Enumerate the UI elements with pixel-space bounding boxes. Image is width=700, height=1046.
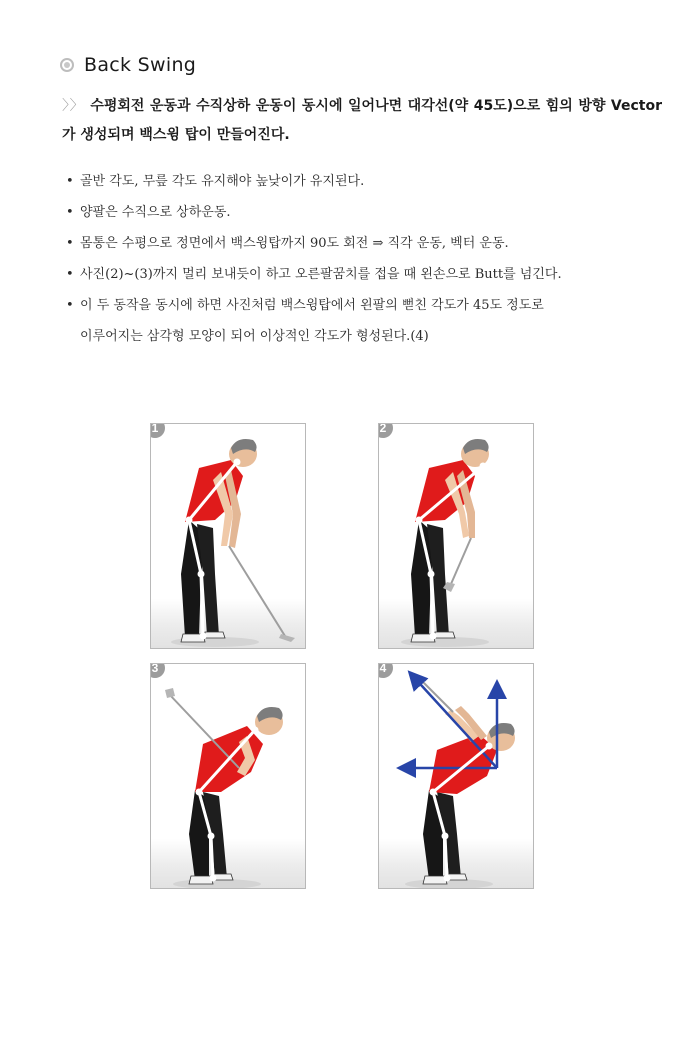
bullet-dot-icon: •	[66, 174, 74, 189]
photo-number-badge: 2	[378, 423, 393, 438]
key-points-list	[66, 166, 676, 352]
list-item: • 사진(2)~(3)까지 멀리 보내듯이 하고 오른팔꿈치를 접을 때 왼손으로 Butt를 넘긴다.	[66, 259, 676, 290]
section-title: Back Swing	[84, 54, 197, 76]
bullet-dot-icon: •	[66, 298, 74, 313]
swing-photo-1	[150, 423, 306, 649]
intro-text: 수평회전 운동과 수직상하 운동이 동시에 일어나면 대각선(약 45도)으로 힘의 방향 Vector가 생성되며 백스윙 탑이 만들어진다.	[62, 98, 662, 143]
list-item: • 양팔은 수직으로 상하운동.	[66, 197, 676, 228]
double-chevron-icon: 〉〉	[62, 98, 85, 114]
swing-photo-4	[378, 663, 534, 889]
intro-paragraph	[62, 92, 662, 150]
list-item: • 골반 각도, 무릎 각도 유지해야 높낮이가 유지된다.	[66, 166, 676, 197]
bullet-dot-icon: •	[66, 205, 74, 220]
bullet-dot-icon: •	[66, 236, 74, 251]
golfer-backswing-top-figure	[379, 664, 534, 889]
golfer-takeaway-figure	[379, 424, 534, 649]
list-item: • 몸통은 수평으로 정면에서 백스윙탑까지 90도 회전 ⇒ 직각 운동, 벡터 운동.	[66, 228, 676, 259]
photo-number-badge: 3	[150, 663, 165, 678]
swing-photo-3	[150, 663, 306, 889]
section-header	[60, 54, 196, 76]
list-item: • 이 두 동작을 동시에 하면 사진처럼 백스윙탑에서 왼팔의 뻗친 각도가 45도 정도로 이루어지는 삼각형 모양이 되어 이상적인 각도가 형성된다.(4)	[66, 290, 676, 352]
photo-number-badge: 1	[150, 423, 165, 438]
swing-photo-2	[378, 423, 534, 649]
photo-number-badge: 4	[378, 663, 393, 678]
golfer-half-backswing-figure	[151, 664, 306, 889]
bullet-dot-icon: •	[66, 267, 74, 282]
golfer-address-figure	[151, 424, 306, 649]
circle-bullet-icon	[60, 58, 74, 72]
